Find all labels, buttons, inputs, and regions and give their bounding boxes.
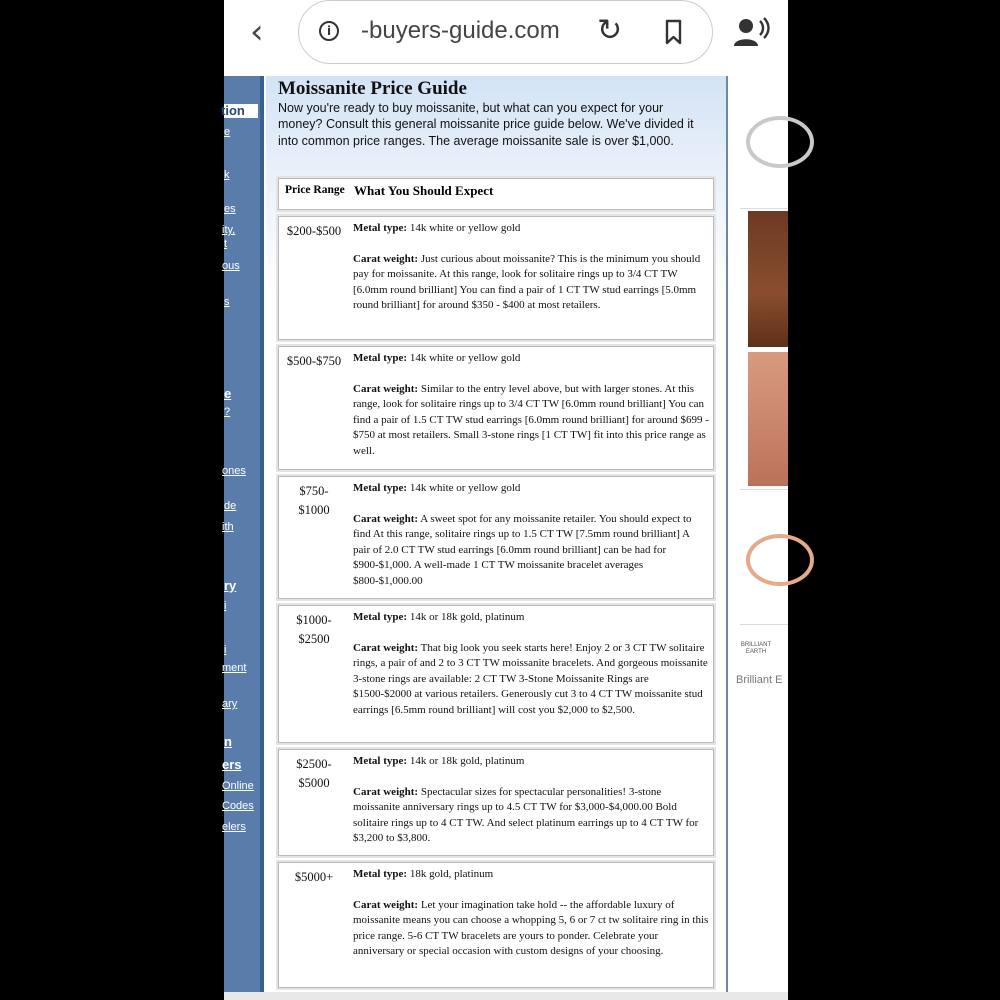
left-nav-link[interactable]: i [224, 644, 227, 656]
left-nav-link[interactable]: i [224, 600, 227, 612]
price-row [278, 605, 714, 743]
left-nav-link[interactable]: ry [224, 578, 237, 593]
carat-weight-value: Spectacular sizes for spectacular personalities! 3-stone moissanite anniversary rings up to 4.5 CT TW for $3,000-$4,000.00 Bold solitaire rings up to 4 CT TW. And select platinum earrings up to 4 CT TW for $3,200 to $3,800. [353, 785, 699, 844]
carat-weight-label: Carat weight: [353, 898, 419, 911]
bookmark-icon[interactable] [665, 19, 682, 45]
header-price-range: Price Range [285, 184, 345, 196]
table-header [278, 178, 714, 210]
metal-type-value: 14k white or yellow gold [409, 482, 521, 494]
carat-weight-line [353, 512, 709, 590]
ring-on-hand-image[interactable] [748, 211, 788, 347]
metal-type-line [353, 481, 709, 497]
metal-type-label: Metal type: [353, 222, 408, 234]
carat-weight-line [353, 785, 709, 847]
left-nav-link[interactable]: ers [222, 757, 242, 772]
metal-type-value: 18k gold, platinum [409, 868, 494, 880]
price-range-cell: $1000- $2500 [296, 613, 332, 646]
price-row [278, 749, 714, 856]
bottom-bar [224, 992, 788, 1000]
left-nav-link[interactable]: ous [222, 260, 240, 272]
page-title: Moissanite Price Guide [278, 78, 467, 99]
address-bar[interactable] [298, 0, 713, 64]
metal-type-value: 14k or 18k gold, platinum [409, 755, 525, 767]
left-nav-link[interactable]: t [224, 238, 228, 250]
left-nav-link[interactable]: e [224, 126, 231, 138]
main-content [266, 76, 728, 1000]
metal-type-label: Metal type: [353, 482, 408, 494]
left-nav-link[interactable]: de [224, 500, 237, 512]
profile-voice-icon[interactable] [733, 16, 769, 48]
expectation-cell [353, 351, 709, 459]
left-nav-link[interactable]: e [224, 386, 232, 401]
product-ads-panel [732, 76, 788, 1000]
silver-ring-image[interactable] [746, 116, 814, 168]
metal-type-value: 14k white or yellow gold [409, 222, 521, 234]
header-expectation: What You Should Expect [354, 183, 494, 198]
carat-weight-line [353, 898, 709, 960]
left-nav-link[interactable]: es [224, 203, 236, 215]
brand-logo[interactable]: BRILLIANT EARTH [740, 642, 772, 655]
left-nav-active-label: tion [221, 103, 245, 118]
price-range-cell: $2500- $5000 [296, 757, 332, 790]
rose-gold-ring-image[interactable] [746, 534, 814, 586]
price-range-cell: $500-$750 [286, 354, 342, 368]
url-text[interactable]: -buyers-guide.com [361, 17, 560, 44]
carat-weight-value: A sweet spot for any moissanite retailer. You should expect to find At this range, solitaire rings up to 1.5 CT TW [7.5mm round brilliant] A pair of 2.0 CT TW stud earrings [6.0mm round brilliant] can be had for $900-$1,000. A well-made 1 CT TW moissanite bracelet averages $800-$1,000.00 [353, 512, 692, 587]
carat-weight-value: That big look you seek starts here! Enjoy 2 or 3 CT TW solitaire rings, a pair of and 2 to 3 CT TW moissanite bracelets. And gorgeous moissanite 3-stone rings are available: 2 CT TW 3-Stone Moissanite Rings are $1500-$2000 at various retailers. Generously cut 3 to 4 CT TW moissanite stud earrings [6.5mm round brilliant] will cost you $2,000 to $2,500. [353, 641, 708, 716]
left-nav-link[interactable]: s [224, 296, 230, 308]
carat-weight-value: Just curious about moissanite? This is the minimum you should pay for moissanite. At this range, look for solitaire rings up to 3/4 CT TW [6.0mm round brilliant] You can find a pair of 1 CT TW stud earrings [5.0mm round brilliant] for around $350 - $400 at most retailers. [353, 252, 701, 311]
ring-on-hand-image-2[interactable] [748, 352, 788, 486]
price-row [278, 862, 714, 988]
left-nav-link[interactable]: ith [222, 521, 234, 533]
carat-weight-label: Carat weight: [353, 785, 419, 798]
left-nav-link[interactable]: ity, [222, 224, 236, 236]
metal-type-line [353, 610, 709, 626]
expectation-cell [353, 221, 709, 314]
metal-type-value: 14k white or yellow gold [409, 352, 521, 364]
expectation-cell [353, 610, 709, 718]
metal-type-value: 14k or 18k gold, platinum [409, 611, 525, 623]
carat-weight-line [353, 252, 709, 314]
phone-screen [221, 0, 788, 1000]
intro-paragraph: Now you're ready to buy moissanite, but what can you expect for your money? Consult this general moissanite price guide below. We've divided it into common price ranges. The average moissanite sale is over $1,000. [278, 101, 694, 148]
carat-weight-label: Carat weight: [353, 512, 419, 525]
expectation-cell [353, 481, 709, 589]
price-range-cell: $5000+ [294, 870, 334, 884]
left-nav-link[interactable]: k [224, 169, 230, 181]
left-nav-link[interactable]: Online [222, 780, 254, 792]
metal-type-label: Metal type: [353, 352, 408, 364]
left-nav-link[interactable]: ? [224, 406, 231, 418]
brand-name-text[interactable]: Brilliant E [736, 674, 783, 686]
carat-weight-label: Carat weight: [353, 382, 419, 395]
price-range-cell: $750- $1000 [298, 484, 330, 517]
metal-type-line [353, 351, 709, 367]
web-page [221, 76, 788, 1000]
carat-weight-line [353, 641, 709, 719]
metal-type-line [353, 221, 709, 237]
price-row [278, 346, 714, 470]
back-arrow-icon[interactable]: ‹ [250, 12, 264, 52]
carat-weight-line [353, 382, 709, 460]
left-nav-active-item[interactable] [221, 103, 258, 118]
metal-type-label: Metal type: [353, 611, 408, 623]
price-row [278, 476, 714, 599]
metal-type-line [353, 754, 709, 770]
metal-type-label: Metal type: [353, 868, 408, 880]
carat-weight-label: Carat weight: [353, 641, 419, 654]
site-info-icon[interactable]: i [319, 21, 339, 41]
price-row [278, 216, 714, 340]
expectation-cell [353, 867, 709, 960]
carat-weight-value: Let your imagination take hold -- the affordable luxury of moissanite means you can choose a whopping 5, 6 or 7 ct tw solitaire ring in this price range. 5-6 CT TW bracelets are yours to ponder. Celebrate your anniversary or special occasion with custom designs of your choosing. [353, 898, 709, 957]
left-nav-link[interactable]: ment [222, 662, 247, 674]
left-nav-link[interactable]: n [224, 734, 232, 749]
metal-type-label: Metal type: [353, 755, 408, 767]
nav-stripe [260, 76, 264, 1000]
left-nav-link[interactable]: ary [222, 698, 238, 710]
left-nav-link[interactable]: ones [222, 465, 246, 477]
expectation-cell [353, 754, 709, 847]
price-range-cell: $200-$500 [286, 224, 342, 238]
carat-weight-label: Carat weight: [353, 252, 419, 265]
left-nav-link[interactable]: elers [222, 821, 246, 833]
carat-weight-value: Similar to the entry level above, but with larger stones. At this range, look for solitaire rings up to 3/4 CT TW [6.0mm round brilliant] You can find a pair of 1.5 CT TW stud earrings [6.0mm round brilliant] for around $699 - $750 at most retailers. Small 3-stone rings [1 CT TW] fit into this price range as well. [353, 382, 709, 457]
browser-toolbar [224, 0, 788, 76]
metal-type-line [353, 867, 709, 883]
left-navigation [221, 76, 264, 1000]
reload-icon[interactable]: ↻ [597, 13, 623, 48]
left-nav-link[interactable]: Codes [222, 800, 254, 812]
